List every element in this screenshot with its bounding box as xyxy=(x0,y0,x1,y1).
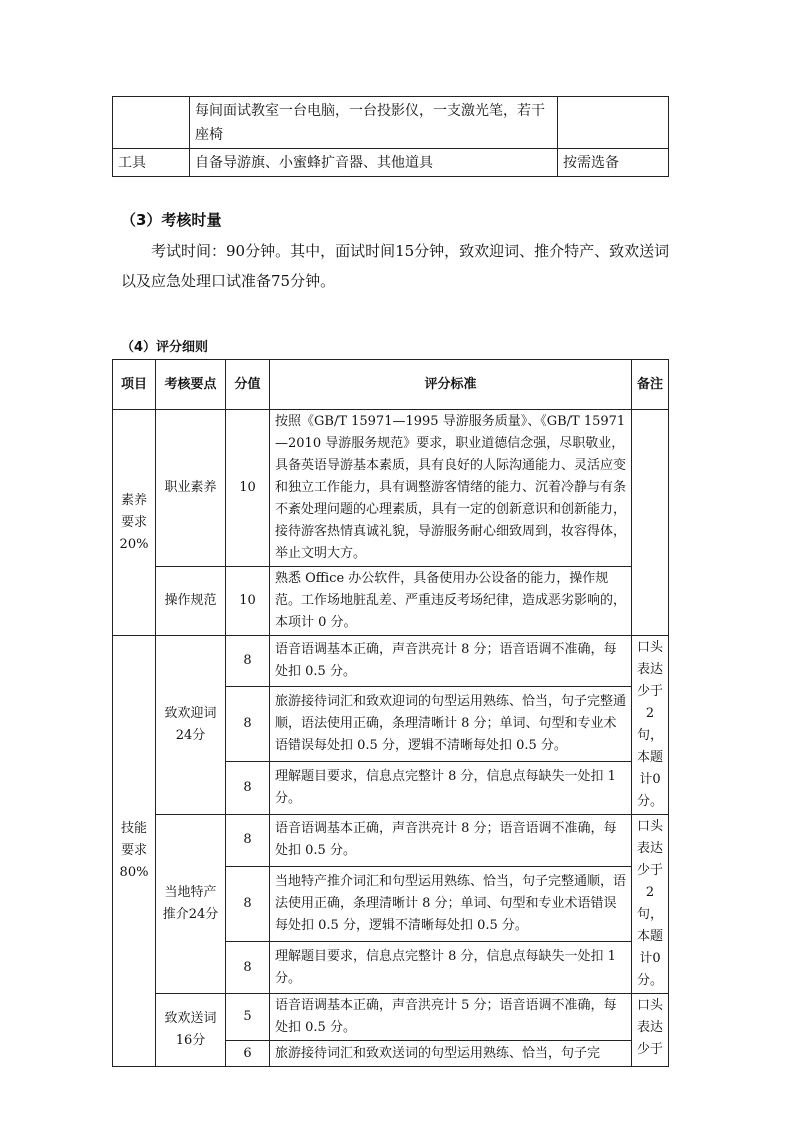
group-suyang: 素养要求20% xyxy=(113,410,156,636)
section-3-heading: （3）考核时量 xyxy=(121,211,222,229)
note-huanying: 口头表达少于2句，本题计0分。 xyxy=(632,636,669,815)
equipment-item-cell xyxy=(113,97,190,149)
standard-caozuo: 熟悉 Office 办公软件，具备使用办公设备的能力，操作规范。工作场地脏乱差、严重违反考场纪律，造成恶劣影响的，本项计 0 分。 xyxy=(270,567,632,636)
header-item: 项目 xyxy=(113,360,156,410)
score-caozuo: 10 xyxy=(226,567,270,636)
equipment-table xyxy=(112,96,669,177)
header-score: 分值 xyxy=(226,360,270,410)
exam-time-text: 考试时间：90分钟。其中，面试时间15分钟，致欢迎词、推介特产、致欢送词以及应急处理口试准备75分钟。 xyxy=(121,242,670,290)
scoring-table xyxy=(112,359,669,1067)
header-points: 考核要点 xyxy=(156,360,226,410)
score-huansong-2: 6 xyxy=(226,1041,270,1067)
point-huanying: 致欢迎词24分 xyxy=(156,636,226,815)
score-zhiye: 10 xyxy=(226,410,270,567)
score-techan-1: 8 xyxy=(226,815,270,867)
standard-huanying-1: 语音语调基本正确，声音洪亮计 8 分；语音语调不准确，每处扣 0.5 分。 xyxy=(270,636,632,687)
score-huansong-1: 5 xyxy=(226,994,270,1041)
equipment-content-cell: 每间面试教室一台电脑，一台投影仪，一支激光笔，若干座椅 xyxy=(190,97,558,149)
note-suyang xyxy=(632,410,669,636)
standard-techan-2: 当地特产推介词汇和句型运用熟练、恰当，句子完整通顺，语法使用正确，条理清晰计 8 分；单词、句型和专业术语错误每处扣 0.5 分，逻辑不清晰每处扣 0.5 分。 xyxy=(270,866,632,942)
header-standard: 评分标准 xyxy=(270,360,632,410)
score-techan-2: 8 xyxy=(226,866,270,942)
standard-huanying-3: 理解题目要求，信息点完整计 8 分，信息点每缺失一处扣 1 分。 xyxy=(270,761,632,814)
point-caozuo: 操作规范 xyxy=(156,567,226,636)
score-huanying-1: 8 xyxy=(226,636,270,687)
standard-techan-1: 语音语调基本正确，声音洪亮计 8 分；语音语调不准确，每处扣 0.5 分。 xyxy=(270,815,632,867)
score-huanying-2: 8 xyxy=(226,686,270,761)
score-techan-3: 8 xyxy=(226,942,270,994)
note-huansong: 口头表达少于 xyxy=(632,994,669,1067)
score-huanying-3: 8 xyxy=(226,761,270,814)
standard-techan-3: 理解题目要求，信息点完整计 8 分，信息点每缺失一处扣 1 分。 xyxy=(270,942,632,994)
header-note: 备注 xyxy=(632,360,669,410)
tool-content-cell: 自备导游旗、小蜜蜂扩音器、其他道具 xyxy=(190,149,558,177)
point-techan: 当地特产推介24分 xyxy=(156,815,226,994)
group-jineng: 技能要求80% xyxy=(113,636,156,1067)
note-techan: 口头表达少于2句，本题计0分。 xyxy=(632,815,669,994)
tool-note-cell: 按需选备 xyxy=(558,149,669,177)
equipment-note-cell xyxy=(558,97,669,149)
standard-huanying-2: 旅游接待词汇和致欢迎词的句型运用熟练、恰当，句子完整通顺，语法使用正确，条理清晰计 8 分；单词、句型和专业术语错误每处扣 0.5 分，逻辑不清晰每处扣 0.5 分。 xyxy=(270,686,632,761)
tool-item-cell: 工具 xyxy=(113,149,190,177)
standard-huansong-1: 语音语调基本正确，声音洪亮计 5 分；语音语调不准确，每处扣 0.5 分。 xyxy=(270,994,632,1041)
section-4-heading: （4）评分细则 xyxy=(121,340,209,355)
point-huansong: 致欢送词16分 xyxy=(156,994,226,1067)
point-zhiye: 职业素养 xyxy=(156,410,226,567)
standard-huansong-2: 旅游接待词汇和致欢送词的句型运用熟练、恰当，句子完 xyxy=(270,1041,632,1067)
section-3-text xyxy=(121,236,681,296)
standard-zhiye: 按照《GB/T 15971—1995 导游服务质量》、《GB/T 15971—2010 导游服务规范》要求，职业道德信念强，尽职敬业，具备英语导游基本素质，具有良好的人际沟通能力、灵活应变和独立工作能力，具有调整游客情绪的能力、沉着冷静与有条不紊处理问题的心理素质，具有一定的创新意识和创新能力，接待游客热情真诚礼貌，导游服务耐心细致周到，妆容得体，举止文明大方。 xyxy=(270,410,632,567)
